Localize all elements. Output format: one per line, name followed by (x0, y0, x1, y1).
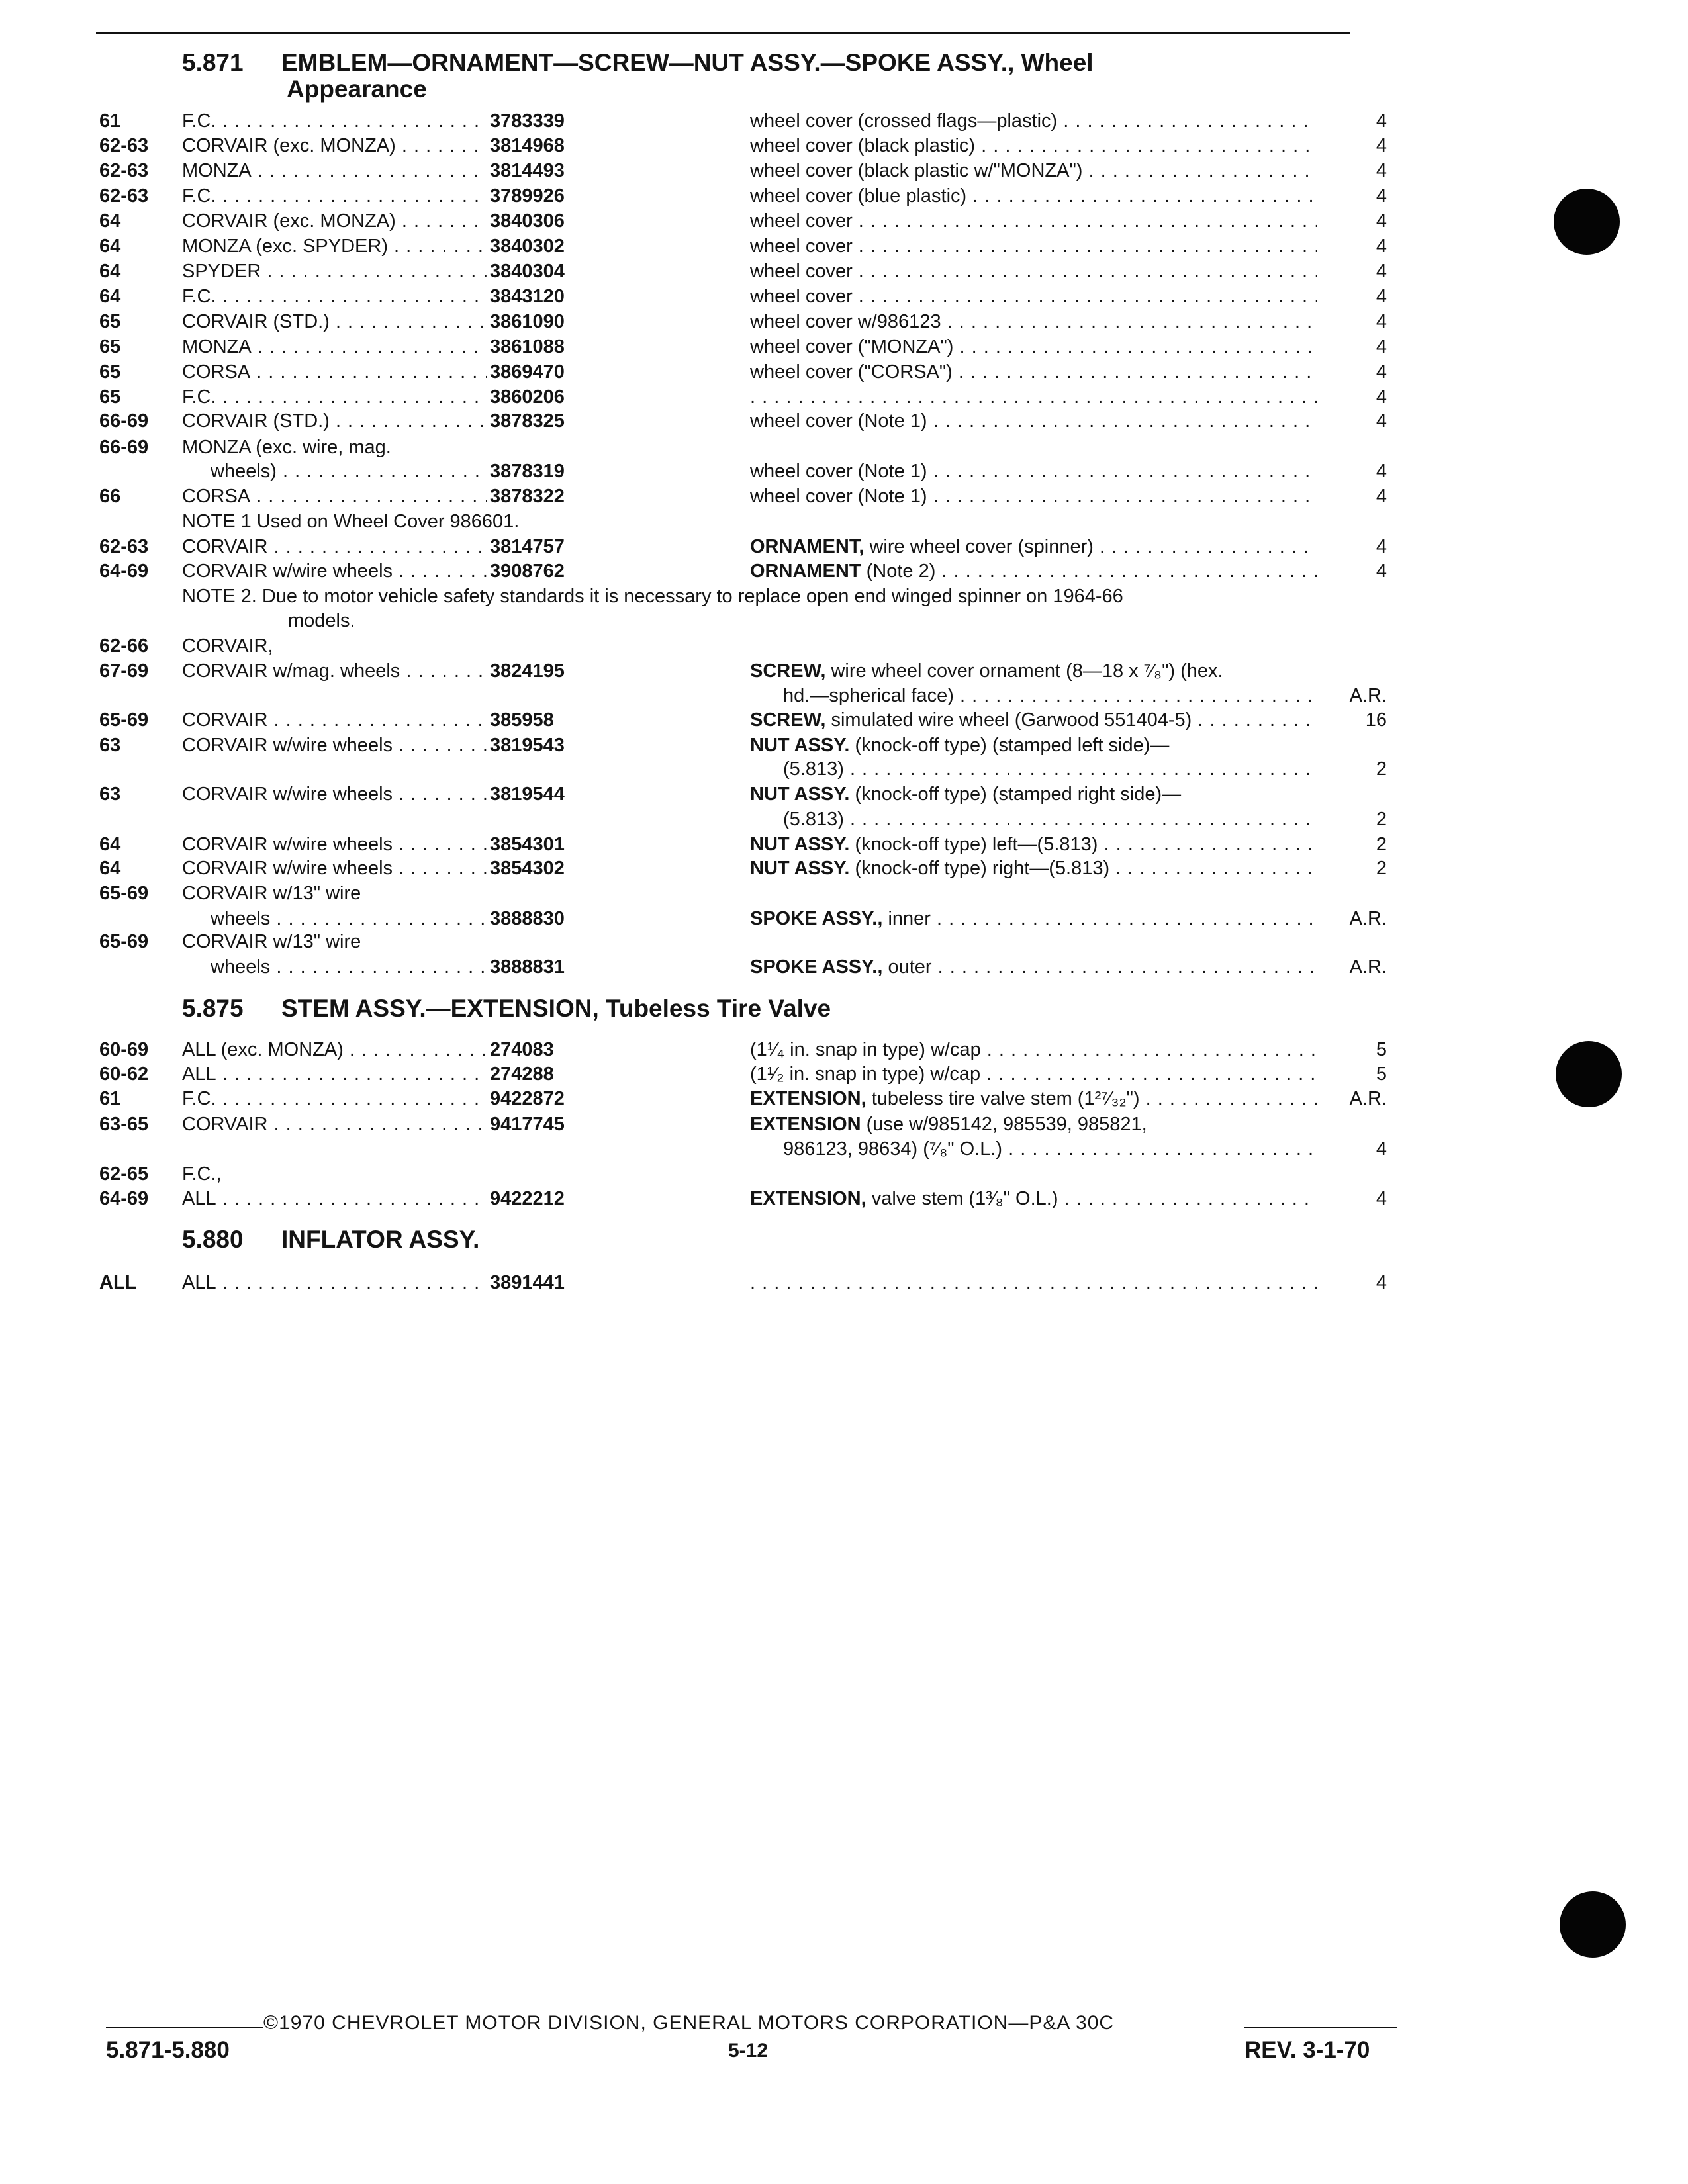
description-cell (750, 955, 1317, 979)
model-cell: CORVAIR (STD.) . . . (182, 310, 487, 334)
description-text: wheel cover (750, 210, 853, 232)
description-cell (783, 1137, 1317, 1161)
part-number-cell: 274083 (490, 1039, 554, 1060)
year-cell: 65-69 (99, 709, 149, 731)
quantity-cell: 2 (1376, 758, 1387, 780)
part-number-cell: 3819543 (490, 735, 565, 756)
part-number-cell: 3888830 (490, 908, 565, 929)
description-cell (750, 856, 1317, 880)
description-cell (750, 360, 1317, 384)
quantity-cell: A.R. (1349, 908, 1387, 929)
model-cell: CORVAIR w/wire wheels . . . (182, 559, 487, 583)
description-keyword: SPOKE ASSY., (750, 908, 883, 929)
year-cell: 63 (99, 784, 121, 805)
year-cell: ALL (99, 1272, 137, 1293)
part-number-cell: 3840304 (490, 261, 565, 282)
model-cell: ALL (exc. MONZA) . . . (182, 1038, 487, 1062)
part-number-cell: 3789926 (490, 185, 565, 206)
quantity-cell: 4 (1376, 461, 1387, 482)
model-cell: SPYDER . . . (182, 259, 487, 283)
description-cell (750, 708, 1317, 732)
model-cell: MONZA (exc. wire, mag. (182, 437, 391, 458)
year-cell: 62-65 (99, 1163, 149, 1185)
description-text: wheel cover (Note 1) (750, 461, 927, 482)
description-cell (750, 1187, 1317, 1210)
year-cell: 63-65 (99, 1114, 149, 1135)
table-row (0, 856, 1688, 880)
model-cell: CORVAIR w/mag. wheels . . . (182, 659, 487, 683)
footer-revision: REV. 3-1-70 (1244, 2037, 1370, 2063)
model-cell: wheels) . . . (211, 459, 485, 483)
description-cell (750, 833, 1317, 856)
description-cell (750, 285, 1317, 308)
description-text: outer (888, 956, 932, 978)
table-row (0, 1113, 1688, 1136)
part-number-cell: 3888831 (490, 956, 565, 978)
year-cell: 62-63 (99, 135, 149, 156)
note-row (0, 510, 1688, 533)
description-text: valve stem (1³⁄₈" O.L.) (871, 1188, 1058, 1209)
section-number: 5.880 (182, 1226, 244, 1253)
table-row (0, 335, 1688, 359)
table-row (0, 459, 1688, 483)
model-cell: CORVAIR w/13" wire (182, 931, 361, 952)
description-cell (783, 757, 1317, 781)
model-cell: CORVAIR . . . (182, 535, 487, 559)
year-cell: 65 (99, 361, 121, 383)
part-number-cell: 3819544 (490, 784, 565, 805)
description-text: (1¹⁄₂ in. snap in type) w/cap (750, 1064, 981, 1085)
quantity-cell: 16 (1365, 709, 1387, 731)
description-cell (750, 134, 1317, 158)
quantity-cell: 4 (1376, 336, 1387, 357)
part-number-cell: 9422212 (490, 1188, 565, 1209)
top-rule (96, 32, 1350, 34)
description-text: wheel cover w/986123 (750, 311, 941, 332)
quantity-cell: A.R. (1349, 685, 1387, 706)
description-cell (750, 459, 1317, 483)
table-row (0, 385, 1688, 409)
description-text: wheel cover (750, 261, 853, 282)
part-number-cell: 3783339 (490, 111, 565, 132)
table-row (0, 684, 1688, 707)
quantity-cell: 4 (1376, 1272, 1387, 1293)
table-row (0, 409, 1688, 433)
year-cell: 64 (99, 261, 121, 282)
table-row (0, 907, 1688, 931)
table-row (0, 833, 1688, 856)
quantity-cell: 4 (1376, 561, 1387, 582)
description-text: wheel cover (Note 1) (750, 410, 927, 432)
part-number-cell: 9422872 (490, 1088, 565, 1109)
quantity-cell: A.R. (1349, 956, 1387, 978)
description-keyword: SPOKE ASSY., (750, 956, 883, 978)
quantity-cell: 4 (1376, 410, 1387, 432)
footer-rule-right (1244, 2027, 1397, 2028)
description-text: inner (888, 908, 931, 929)
section-heading-5-880 (182, 1227, 479, 1252)
table-row (0, 109, 1688, 133)
year-cell: 66-69 (99, 410, 149, 432)
part-number-cell: 3891441 (490, 1272, 565, 1293)
section-title: STEM ASSY.—EXTENSION, Tubeless Tire Valve (281, 995, 831, 1022)
note-text: NOTE 2. Due to motor vehicle safety standards it is necessary to replace open end winged spinner on 1964-66 (182, 586, 1123, 607)
year-cell: 61 (99, 111, 121, 132)
model-cell: MONZA . . . (182, 335, 487, 359)
model-cell: wheels . . . (211, 955, 485, 979)
description-keyword: NUT ASSY. (750, 784, 850, 805)
description-cell (750, 659, 1346, 683)
section-heading-5-871-cont (287, 77, 427, 102)
table-row (0, 1038, 1688, 1062)
year-cell: 66 (99, 486, 121, 507)
model-cell: F.C., (182, 1163, 222, 1185)
description-keyword: SCREW, (750, 709, 826, 731)
part-number-cell: 3814493 (490, 160, 565, 181)
quantity-cell: 4 (1376, 486, 1387, 507)
model-cell: CORVAIR w/wire wheels . . . (182, 782, 487, 806)
quantity-cell: 4 (1376, 160, 1387, 181)
table-row (0, 484, 1688, 508)
description-cell (750, 559, 1317, 583)
description-text: (knock-off type) (stamped left side)— (855, 735, 1170, 756)
part-number-cell: 3814968 (490, 135, 565, 156)
table-row (0, 1062, 1688, 1086)
model-cell: CORVAIR . . . (182, 708, 487, 732)
year-cell: 64 (99, 858, 121, 879)
table-row (0, 535, 1688, 559)
table-row (0, 1137, 1688, 1161)
note-row (0, 584, 1688, 608)
year-cell: 65 (99, 336, 121, 357)
description-cell (750, 335, 1317, 359)
description-cell (783, 807, 1317, 831)
description-cell (750, 907, 1317, 931)
table-row (0, 184, 1688, 208)
table-row (0, 733, 1688, 757)
description-text: 986123, 98634) (⁷⁄₈" O.L.) (783, 1138, 1003, 1160)
table-row (0, 435, 1688, 459)
section-number: 5.875 (182, 995, 244, 1022)
model-cell: CORVAIR, (182, 635, 273, 657)
table-row (0, 285, 1688, 308)
model-cell: CORVAIR w/13" wire (182, 883, 361, 904)
table-row (0, 310, 1688, 334)
footer-section-range: 5.871-5.880 (106, 2037, 230, 2063)
section-title-cont: Appearance (287, 75, 427, 103)
quantity-cell: A.R. (1349, 1088, 1387, 1109)
table-row (0, 360, 1688, 384)
table-row (0, 782, 1688, 806)
description-text: wire wheel cover (spinner) (869, 536, 1094, 557)
year-cell: 62-63 (99, 536, 149, 557)
table-row (0, 234, 1688, 258)
quantity-cell: 4 (1376, 536, 1387, 557)
part-number-cell: 3861088 (490, 336, 565, 357)
description-text: (1¹⁄₄ in. snap in type) w/cap (750, 1039, 981, 1060)
note-text: NOTE 1 Used on Wheel Cover 986601. (182, 511, 520, 532)
year-cell: 65 (99, 311, 121, 332)
section-title: INFLATOR ASSY. (281, 1226, 480, 1253)
model-cell: F.C. . . . (182, 109, 487, 133)
table-row (0, 930, 1688, 954)
description-cell (750, 409, 1317, 433)
year-cell: 64-69 (99, 561, 149, 582)
year-cell: 64-69 (99, 1188, 149, 1209)
model-cell: CORSA . . . (182, 484, 487, 508)
part-number-cell: 3854302 (490, 858, 565, 879)
year-cell: 64 (99, 236, 121, 257)
quantity-cell: 4 (1376, 185, 1387, 206)
description-text: wire wheel cover ornament (8—18 x ⁷⁄₈") (hex. (831, 660, 1223, 682)
description-cell (750, 1087, 1317, 1111)
part-number-cell: 3843120 (490, 286, 565, 307)
year-cell: 67-69 (99, 660, 149, 682)
quantity-cell: 4 (1376, 286, 1387, 307)
quantity-cell: 4 (1376, 135, 1387, 156)
model-cell: CORVAIR w/wire wheels . . . (182, 856, 487, 880)
note-text: models. (288, 610, 355, 631)
description-keyword: SCREW, (750, 660, 826, 682)
description-cell (750, 234, 1317, 258)
description-text: wheel cover ("MONZA") (750, 336, 954, 357)
description-text: wheel cover (Note 1) (750, 486, 927, 507)
description-keyword: NUT ASSY. (750, 834, 850, 855)
model-cell: wheels . . . (211, 907, 485, 931)
description-keyword: NUT ASSY. (750, 735, 850, 756)
description-cell (750, 385, 1317, 409)
description-cell (750, 1038, 1317, 1062)
section-heading-5-875 (182, 996, 831, 1021)
description-cell (750, 535, 1317, 559)
model-cell: CORVAIR (exc. MONZA) . . . (182, 134, 487, 158)
model-cell: F.C. . . . (182, 285, 487, 308)
year-cell: 65-69 (99, 883, 149, 904)
year-cell: 64 (99, 834, 121, 855)
year-cell: 64 (99, 210, 121, 232)
description-text: wheel cover ("CORSA") (750, 361, 953, 383)
year-cell: 64 (99, 286, 121, 307)
part-number-cell: 3840302 (490, 236, 565, 257)
description-cell (750, 484, 1317, 508)
description-keyword: EXTENSION, (750, 1088, 867, 1109)
part-number-cell: 3824195 (490, 660, 565, 682)
quantity-cell: 5 (1376, 1039, 1387, 1060)
section-heading-5-871 (182, 50, 1094, 75)
description-text: tubeless tire valve stem (1²⁷⁄₃₂") (871, 1088, 1140, 1109)
description-cell (750, 109, 1317, 133)
table-row (0, 1187, 1688, 1210)
table-row (0, 259, 1688, 283)
description-text: (5.813) (783, 758, 844, 780)
quantity-cell: 4 (1376, 236, 1387, 257)
section-title: EMBLEM—ORNAMENT—SCREW—NUT ASSY.—SPOKE ASSY., Wheel (281, 49, 1094, 76)
quantity-cell: 4 (1376, 361, 1387, 383)
quantity-cell: 4 (1376, 261, 1387, 282)
table-row (0, 708, 1688, 732)
description-keyword: NUT ASSY. (750, 858, 850, 879)
table-row (0, 955, 1688, 979)
part-number-cell: 274288 (490, 1064, 554, 1085)
description-text: (Note 2) (866, 561, 936, 582)
description-cell (750, 259, 1317, 283)
description-keyword: ORNAMENT (750, 561, 861, 582)
quantity-cell: 4 (1376, 111, 1387, 132)
year-cell: 63 (99, 735, 121, 756)
table-row (0, 1271, 1688, 1295)
description-cell (750, 209, 1317, 233)
part-number-cell: 3878322 (490, 486, 565, 507)
year-cell: 60-62 (99, 1064, 149, 1085)
model-cell: F.C. . . . (182, 385, 487, 409)
table-row (0, 559, 1688, 583)
binder-hole-bottom (1560, 1891, 1626, 1958)
quantity-cell: 4 (1376, 311, 1387, 332)
description-cell (750, 310, 1317, 334)
part-number-cell: 3840306 (490, 210, 565, 232)
description-text: wheel cover (750, 236, 853, 257)
description-text: (knock-off type) left—(5.813) (855, 834, 1098, 855)
year-cell: 65 (99, 387, 121, 408)
description-cell (750, 1113, 1346, 1136)
table-row (0, 1162, 1688, 1186)
description-keyword: ORNAMENT, (750, 536, 865, 557)
part-number-cell: 9417745 (490, 1114, 565, 1135)
model-cell: CORVAIR (STD.) . . . (182, 409, 487, 433)
part-number-cell: 3860206 (490, 387, 565, 408)
year-cell: 62-63 (99, 185, 149, 206)
model-cell: F.C. . . . (182, 184, 487, 208)
model-cell: F.C. . . . (182, 1087, 487, 1111)
description-cell (750, 1271, 1317, 1295)
description-text: hd.—spherical face) (783, 685, 954, 706)
quantity-cell: 4 (1376, 210, 1387, 232)
footer-page-number: 5-12 (728, 2040, 769, 2062)
description-text: wheel cover (blue plastic) (750, 185, 967, 206)
footer-rule-left (106, 2027, 263, 2028)
part-number-cell: 385958 (490, 709, 554, 731)
part-number-cell: 3861090 (490, 311, 565, 332)
model-cell: CORVAIR (exc. MONZA) . . . (182, 209, 487, 233)
year-cell: 60-69 (99, 1039, 149, 1060)
description-cell (783, 684, 1317, 707)
part-number-cell: 3878325 (490, 410, 565, 432)
description-text: (knock-off type) (stamped right side)— (855, 784, 1182, 805)
description-keyword: EXTENSION, (750, 1188, 867, 1209)
quantity-cell: 4 (1376, 1138, 1387, 1160)
description-text: (5.813) (783, 809, 844, 830)
table-row (0, 1087, 1688, 1111)
model-cell: ALL . . . (182, 1271, 487, 1295)
year-cell: 61 (99, 1088, 121, 1109)
description-keyword: EXTENSION (750, 1114, 861, 1135)
table-row (0, 882, 1688, 905)
model-cell: CORVAIR . . . (182, 1113, 487, 1136)
part-number-cell: 3878319 (490, 461, 565, 482)
description-text: simulated wire wheel (Garwood 551404-5) (831, 709, 1192, 731)
table-row (0, 209, 1688, 233)
description-cell (750, 184, 1317, 208)
part-number-cell: 3854301 (490, 834, 565, 855)
description-text: wheel cover (750, 286, 853, 307)
part-number-cell: 3814757 (490, 536, 565, 557)
model-cell: MONZA . . . (182, 159, 487, 183)
table-row (0, 807, 1688, 831)
year-cell: 65-69 (99, 931, 149, 952)
quantity-cell: 4 (1376, 387, 1387, 408)
model-cell: CORVAIR w/wire wheels . . . (182, 733, 487, 757)
section-number: 5.871 (182, 49, 244, 76)
description-cell (750, 782, 1346, 806)
year-cell: 66-69 (99, 437, 149, 458)
footer-copyright: ©1970 CHEVROLET MOTOR DIVISION, GENERAL MOTORS CORPORATION—P&A 30C (263, 2012, 1115, 2034)
quantity-cell: 2 (1376, 834, 1387, 855)
model-cell: CORVAIR w/wire wheels . . . (182, 833, 487, 856)
model-cell: ALL . . . (182, 1187, 487, 1210)
model-cell: MONZA (exc. SPYDER) . . . (182, 234, 487, 258)
table-row (0, 757, 1688, 781)
note-row (0, 609, 1688, 633)
model-cell: ALL . . . (182, 1062, 487, 1086)
description-text: (knock-off type) right—(5.813) (855, 858, 1110, 879)
model-cell: CORSA . . . (182, 360, 487, 384)
year-cell: 62-66 (99, 635, 149, 657)
table-row (0, 134, 1688, 158)
description-cell (750, 1062, 1317, 1086)
quantity-cell: 5 (1376, 1064, 1387, 1085)
description-text: (use w/985142, 985539, 985821, (866, 1114, 1147, 1135)
description-cell (750, 733, 1346, 757)
description-cell (750, 159, 1317, 183)
description-text: wheel cover (black plastic w/"MONZA") (750, 160, 1083, 181)
part-number-cell: 3908762 (490, 561, 565, 582)
quantity-cell: 4 (1376, 1188, 1387, 1209)
table-row (0, 659, 1688, 683)
year-cell: 62-63 (99, 160, 149, 181)
description-text: wheel cover (black plastic) (750, 135, 976, 156)
table-row (0, 159, 1688, 183)
description-text: wheel cover (crossed flags—plastic) (750, 111, 1058, 132)
part-number-cell: 3869470 (490, 361, 565, 383)
table-row (0, 634, 1688, 658)
quantity-cell: 2 (1376, 858, 1387, 879)
quantity-cell: 2 (1376, 809, 1387, 830)
